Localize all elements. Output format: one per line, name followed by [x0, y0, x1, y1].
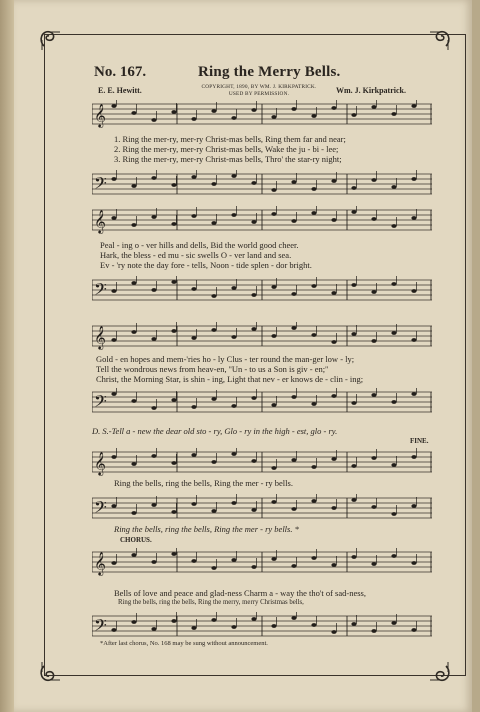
- note-head: [171, 222, 176, 226]
- clef-icon: 𝄞: [94, 551, 106, 575]
- note-head: [311, 402, 316, 406]
- note-head: [291, 507, 296, 511]
- note-head: [251, 327, 256, 331]
- verse-2-line: Tell the wondrous news from heav-en, ''Un - to us a Son is giv - en;'': [96, 364, 329, 374]
- note-head: [311, 465, 316, 469]
- note-head: [331, 179, 336, 183]
- note-head: [371, 339, 376, 343]
- note-head: [411, 177, 416, 181]
- note-head: [271, 557, 276, 561]
- note-head: [291, 458, 296, 462]
- note-head: [211, 109, 216, 113]
- note-head: [311, 623, 316, 627]
- note-head: [371, 456, 376, 460]
- note-head: [311, 333, 316, 337]
- note-head: [251, 508, 256, 512]
- refrain-line: Ring the bells, ring the bells, Ring the mer - ry bells.: [114, 478, 293, 488]
- note-head: [131, 330, 136, 334]
- note-head: [131, 281, 136, 285]
- note-head: [271, 212, 276, 216]
- note-head: [291, 616, 296, 620]
- bass-refrain-line: Ring the bells, ring the bells, Ring the mer - ry bells. *: [114, 524, 299, 534]
- note-head: [351, 113, 356, 117]
- note-head: [291, 180, 296, 184]
- permission-line: USED BY PERMISSION.: [228, 91, 290, 97]
- note-head: [151, 288, 156, 292]
- staff-lines: [92, 612, 432, 642]
- note-head: [151, 176, 156, 180]
- note-head: [251, 293, 256, 297]
- note-head: [111, 392, 116, 396]
- note-head: [111, 177, 116, 181]
- note-head: [331, 291, 336, 295]
- bass-staff: [92, 612, 432, 642]
- note-head: [131, 511, 136, 515]
- note-head: [291, 564, 296, 568]
- note-head: [211, 618, 216, 622]
- note-head: [371, 217, 376, 221]
- note-head: [291, 219, 296, 223]
- note-head: [251, 108, 256, 112]
- staff-lines: [92, 100, 432, 130]
- note-head: [151, 215, 156, 219]
- note-head: [271, 624, 276, 628]
- note-head: [171, 510, 176, 514]
- note-head: [391, 554, 396, 558]
- note-head: [231, 625, 236, 629]
- note-head: [151, 503, 156, 507]
- note-head: [111, 628, 116, 632]
- note-head: [111, 104, 116, 108]
- note-head: [311, 187, 316, 191]
- verse-3-line: Christ, the Morning Star, is shin - ing, Light that nev - er knows de - clin - ing;: [96, 374, 364, 384]
- note-head: [331, 106, 336, 110]
- note-head: [231, 404, 236, 408]
- note-head: [371, 105, 376, 109]
- note-head: [191, 175, 196, 179]
- note-head: [231, 286, 236, 290]
- note-head: [231, 452, 236, 456]
- verse-3-line: 3. Ring the mer-ry, mer-ry Christ-mas bells, Thro' the star-ry night;: [114, 154, 342, 164]
- note-head: [351, 622, 356, 626]
- note-head: [291, 326, 296, 330]
- treble-staff: [92, 548, 432, 578]
- note-head: [351, 464, 356, 468]
- note-head: [331, 218, 336, 222]
- note-head: [251, 565, 256, 569]
- note-head: [351, 186, 356, 190]
- clef-icon: 𝄞: [94, 103, 106, 127]
- note-head: [151, 560, 156, 564]
- note-head: [171, 329, 176, 333]
- note-head: [171, 280, 176, 284]
- note-head: [271, 285, 276, 289]
- note-head: [231, 335, 236, 339]
- note-head: [131, 620, 136, 624]
- note-head: [351, 498, 356, 502]
- note-head: [171, 552, 176, 556]
- note-head: [351, 210, 356, 214]
- note-head: [371, 629, 376, 633]
- note-head: [211, 397, 216, 401]
- note-head: [171, 183, 176, 187]
- note-head: [311, 114, 316, 118]
- note-head: [251, 617, 256, 621]
- staff-lines: [92, 448, 432, 478]
- staff-lines: [92, 494, 432, 524]
- note-head: [211, 460, 216, 464]
- staff-lines: [92, 548, 432, 578]
- note-head: [411, 455, 416, 459]
- bass-staff: [92, 170, 432, 200]
- verse-1-line: Peal - ing o - ver hills and dells, Bid the world good cheer.: [100, 240, 299, 250]
- book-spine: [0, 0, 14, 712]
- clef-icon: 𝄞: [94, 209, 106, 233]
- note-head: [411, 104, 416, 108]
- note-head: [111, 338, 116, 342]
- note-head: [291, 107, 296, 111]
- note-head: [151, 337, 156, 341]
- note-head: [191, 117, 196, 121]
- note-head: [151, 627, 156, 631]
- verse-1-line: 1. Ring the mer-ry, mer-ry Christ-mas bells, Ring them far and near;: [114, 134, 346, 144]
- note-head: [211, 566, 216, 570]
- note-head: [111, 455, 116, 459]
- note-head: [391, 112, 396, 116]
- note-head: [291, 395, 296, 399]
- note-head: [391, 282, 396, 286]
- note-head: [331, 563, 336, 567]
- verse-2-line: Hark, the bless - ed mu - sic swells O - ver land and sea.: [100, 250, 292, 260]
- note-head: [391, 621, 396, 625]
- note-head: [391, 400, 396, 404]
- note-head: [411, 504, 416, 508]
- staff-lines: [92, 206, 432, 236]
- note-head: [191, 405, 196, 409]
- clef-icon: 𝄢: [94, 497, 107, 521]
- clef-icon: 𝄢: [94, 279, 107, 303]
- note-head: [331, 630, 336, 634]
- note-head: [271, 403, 276, 407]
- note-head: [331, 394, 336, 398]
- fine-label: FINE.: [410, 437, 429, 445]
- clef-icon: 𝄢: [94, 173, 107, 197]
- note-head: [311, 556, 316, 560]
- note-head: [111, 561, 116, 565]
- note-head: [231, 116, 236, 120]
- note-head: [171, 110, 176, 114]
- note-head: [371, 290, 376, 294]
- note-head: [111, 504, 116, 508]
- ornament-bottom-right-icon: [428, 660, 454, 686]
- note-head: [371, 393, 376, 397]
- note-head: [211, 509, 216, 513]
- clef-icon: 𝄞: [94, 451, 106, 475]
- note-head: [351, 555, 356, 559]
- note-head: [171, 398, 176, 402]
- note-head: [191, 214, 196, 218]
- note-head: [391, 463, 396, 467]
- note-head: [271, 500, 276, 504]
- note-head: [211, 182, 216, 186]
- note-head: [171, 461, 176, 465]
- note-head: [231, 501, 236, 505]
- note-head: [371, 562, 376, 566]
- note-head: [411, 216, 416, 220]
- bass-staff: [92, 388, 432, 418]
- verse-3-line: Ev - 'ry note the day fore - tells, Noon - tide splen - dor bright.: [100, 260, 312, 270]
- clef-icon: 𝄢: [94, 391, 107, 415]
- note-head: [331, 457, 336, 461]
- note-head: [171, 619, 176, 623]
- note-head: [391, 224, 396, 228]
- note-head: [411, 338, 416, 342]
- da-segno-line: D. S.-Tell a - new the dear old sto - ry, Glo - ry in the high - est, glo - ry.: [92, 426, 338, 436]
- note-head: [211, 328, 216, 332]
- note-head: [191, 502, 196, 506]
- note-head: [111, 289, 116, 293]
- note-head: [331, 506, 336, 510]
- chorus-line: Bells of love and peace and glad-ness Charm a - way the tho't of sad-ness,: [114, 588, 366, 598]
- note-head: [191, 626, 196, 630]
- note-head: [251, 396, 256, 400]
- note-head: [311, 211, 316, 215]
- ornament-top-left-icon: [36, 26, 62, 52]
- staff-lines: [92, 170, 432, 200]
- hymn-number: No. 167.: [94, 64, 147, 80]
- staff-lines: [92, 276, 432, 306]
- note-head: [191, 336, 196, 340]
- verse-1-line: Gold - en hopes and mem-'ries ho - ly Clus - ter round the man-ger low - ly;: [96, 354, 355, 364]
- verse-2-line: 2. Ring the mer-ry, mer-ry Christ-mas bells, Wake the ju - bi - lee;: [114, 144, 339, 154]
- note-head: [391, 512, 396, 516]
- staff-lines: [92, 322, 432, 352]
- hymn-title: Ring the Merry Bells.: [198, 64, 341, 80]
- note-head: [131, 184, 136, 188]
- footnote: *After last chorus, No. 168 may be sung without announcement.: [100, 640, 268, 647]
- note-head: [151, 118, 156, 122]
- note-head: [251, 459, 256, 463]
- note-head: [131, 111, 136, 115]
- note-head: [131, 223, 136, 227]
- note-head: [371, 505, 376, 509]
- note-head: [411, 289, 416, 293]
- note-head: [411, 392, 416, 396]
- ornament-bottom-left-icon: [36, 660, 62, 686]
- note-head: [291, 292, 296, 296]
- note-head: [131, 462, 136, 466]
- note-head: [271, 334, 276, 338]
- note-head: [131, 553, 136, 557]
- ornament-top-right-icon: [428, 26, 454, 52]
- note-head: [311, 284, 316, 288]
- note-head: [351, 283, 356, 287]
- note-head: [331, 340, 336, 344]
- note-head: [371, 178, 376, 182]
- treble-staff: [92, 100, 432, 130]
- note-head: [251, 220, 256, 224]
- composer-credit: Wm. J. Kirkpatrick.: [336, 86, 406, 95]
- staff-lines: [92, 388, 432, 418]
- bass-chorus-line: Ring the bells, ring the bells, Ring the merry, merry Christmas bells,: [118, 599, 304, 606]
- note-head: [391, 185, 396, 189]
- copyright-line: COPYRIGHT, 1890, BY WM. J. KIRKPATRICK.: [201, 84, 317, 90]
- note-head: [411, 628, 416, 632]
- note-head: [271, 188, 276, 192]
- chorus-label: CHORUS.: [120, 536, 152, 544]
- note-head: [191, 559, 196, 563]
- note-head: [191, 453, 196, 457]
- note-head: [131, 399, 136, 403]
- note-head: [151, 454, 156, 458]
- lyricist-credit: E. E. Hewitt.: [98, 86, 142, 95]
- clef-icon: 𝄞: [94, 325, 106, 349]
- note-head: [231, 174, 236, 178]
- treble-staff: [92, 448, 432, 478]
- note-head: [151, 406, 156, 410]
- note-head: [231, 558, 236, 562]
- note-head: [351, 332, 356, 336]
- bass-staff: [92, 276, 432, 306]
- note-head: [311, 499, 316, 503]
- note-head: [251, 181, 256, 185]
- treble-staff: [92, 206, 432, 236]
- note-head: [191, 287, 196, 291]
- note-head: [271, 115, 276, 119]
- note-head: [211, 294, 216, 298]
- note-head: [271, 466, 276, 470]
- note-head: [411, 561, 416, 565]
- note-head: [211, 221, 216, 225]
- bass-staff: [92, 494, 432, 524]
- note-head: [391, 331, 396, 335]
- note-head: [231, 213, 236, 217]
- note-head: [111, 216, 116, 220]
- treble-staff: [92, 322, 432, 352]
- hymnal-page: [14, 0, 472, 712]
- clef-icon: 𝄢: [94, 615, 107, 639]
- note-head: [351, 401, 356, 405]
